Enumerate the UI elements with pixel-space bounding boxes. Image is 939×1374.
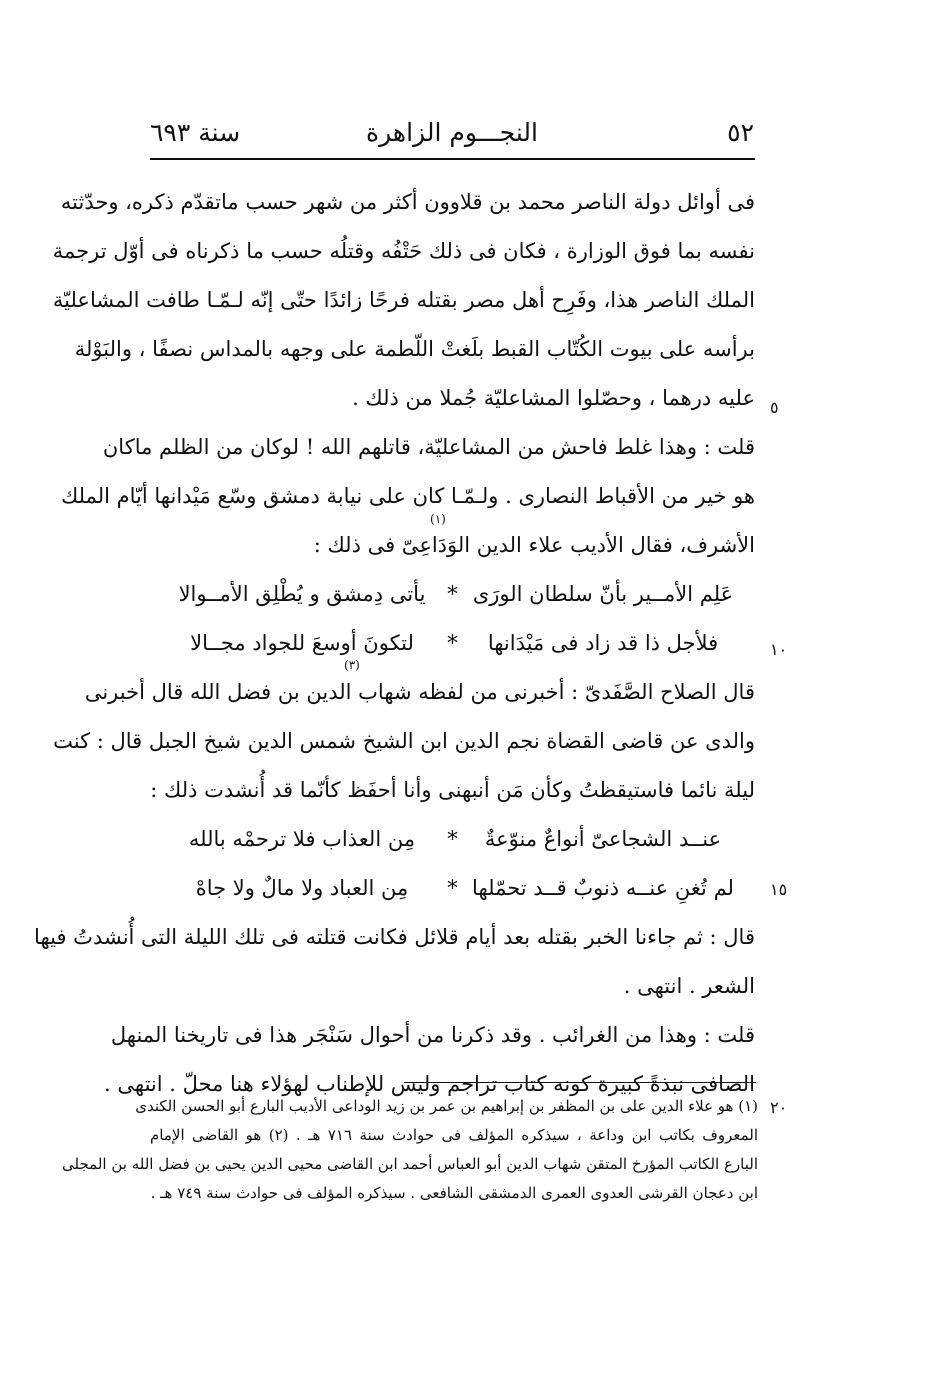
footnote-line: (١) هو علاء الدين على بن المظفر بن إبراهيم بن عمر بن زيد الوداعى الأديب البارع أبو الحسن الكندى	[135, 1097, 758, 1115]
footnote-line: ابن دعجان القرشى العدوى العمرى الدمشقى الشافعى . سيذكره المؤلف فى حوادث سنة ٧٤٩ هـ .	[150, 1184, 758, 1202]
verse-hemistich: مِن العذاب فلا ترحمْه بالله	[188, 827, 416, 851]
footnote-line: البارع الكاتب المؤرخ المتقن شهاب الدين أبو العباس أحمد ابن القاضى محيى الدين يحيى بن فضل الله بن المجلى	[62, 1155, 758, 1173]
verse-separator-icon: *	[447, 631, 458, 655]
text-line: الملك الناصر هذا، وفَرِح أهل مصر بقتله فرحًا زائدًا حتّى إنّه لـمّـا طافت المشاعليّة	[52, 288, 755, 312]
line-number: ١٠	[770, 640, 788, 659]
verse-hemistich: عنــد الشجاعىّ أنواعٌ منوّعةٌ	[484, 827, 722, 851]
footnote-marker: (١)	[430, 512, 446, 526]
page-number: ٥٢	[727, 118, 754, 147]
page-header	[150, 118, 754, 158]
verse-hemistich: فلأجل ذا قد زاد فى مَيْدَانها	[487, 631, 719, 655]
text-line: الأشرف، فقال الأديب علاء الدين الوَدَاعِىّ فى ذلك :	[313, 533, 755, 557]
verse-hemistich: عَلِم الأمــير بأنّ سلطان الورَى	[472, 582, 734, 606]
verse-line	[150, 815, 755, 864]
text-line: الشعر . انتهى .	[623, 974, 755, 998]
text-line: هو خير من الأقباط النصارى . ولـمّـا كان على نيابة دمشق وسّع مَيْدانها أيّام الملك	[60, 484, 755, 508]
verse-line	[150, 570, 755, 619]
text-line: فى أوائل دولة الناصر محمد بن قلاوون أكثر من شهر حسب ماتقدّم ذكره، وحدّثته	[60, 190, 755, 214]
header-rule	[150, 158, 755, 160]
line-number: ٥	[770, 398, 779, 417]
text-line: الصافى نبذةً كبيرة كونه كتاب تراجم وليس للإطناب لهؤلاء هنا محلّ . انتهى .	[104, 1072, 755, 1096]
text-line: قلت : وهذا من الغرائب . وقد ذكرنا من أحوال سَنْجَر هذا فى تاريخنا المنهل	[110, 1023, 755, 1047]
text-line: نفسه بما فوق الوزارة ، فكان فى ذلك حَتْفُه وقتلُه حسب ما ذكرناه فى أوّل ترجمة	[52, 239, 755, 263]
verse-line	[150, 864, 755, 913]
line-number: ٢٠	[770, 1098, 788, 1117]
text-line: قال : ثم جاءنا الخبر بقتله بعد أيام قلائل فكانت قتلته فى تلك الليلة التى أُنشدتُ فيها	[34, 925, 755, 949]
running-title: النجـــوم الزاهرة	[366, 118, 538, 147]
text-line: قلت : وهذا غلط فاحش من المشاعليّة، قاتلهم الله ! لوكان من الظلم ماكان	[102, 435, 755, 459]
text-line: قال الصلاح الصَّفَدىّ : أخبرنى من لفظه شهاب الدين بن فضل الله قال أخبرنى	[84, 680, 755, 704]
main-text	[34, 178, 755, 1109]
footnote-marker: (٣)	[344, 658, 360, 672]
verse-line	[150, 619, 755, 668]
text-line: ليلة نائما فاستيقظتُ وكأن مَن أنبهنى وأنا أحفَظ كأنّما قد أُنشدت ذلك :	[150, 778, 755, 802]
verse-hemistich: لم تُغنِ عنــه ذنوبٌ قــد تحمّلها	[472, 876, 734, 900]
year-label: سنة ٦٩٣	[150, 118, 241, 147]
verse-hemistich: يأتى دِمشق و يُطْلِق الأمــوالا	[178, 582, 426, 606]
text-line: والدى عن قاضى القضاة نجم الدين ابن الشيخ شمس الدين شيخ الجبل قال : كنت	[53, 729, 755, 753]
verse-separator-icon: *	[447, 876, 458, 900]
text-line: برأسه على بيوت الكُتّاب القبط بلَغتْ اللّطمة على وجهه بالمداس نصفًا ، والبَوْلة	[74, 337, 755, 361]
footnote-rule	[404, 1082, 756, 1083]
verse-hemistich: لتكونَ أوسعَ للجواد مجــالا	[190, 631, 414, 655]
footnotes	[62, 1092, 758, 1208]
footnote-line: المعروف بكاتب ابن وداعة ، سيذكره المؤلف فى حوادث سنة ٧١٦ هـ . (٢) هو القاضى الإمام	[150, 1126, 758, 1144]
verse-hemistich: مِن العباد ولا مالٌ ولا جاهْ	[195, 876, 409, 900]
verse-separator-icon: *	[447, 827, 458, 851]
verse-separator-icon: *	[447, 582, 458, 606]
line-number: ١٥	[770, 880, 788, 899]
text-line: عليه درهما ، وحصّلوا المشاعليّة جُملا من ذلك .	[352, 386, 755, 410]
